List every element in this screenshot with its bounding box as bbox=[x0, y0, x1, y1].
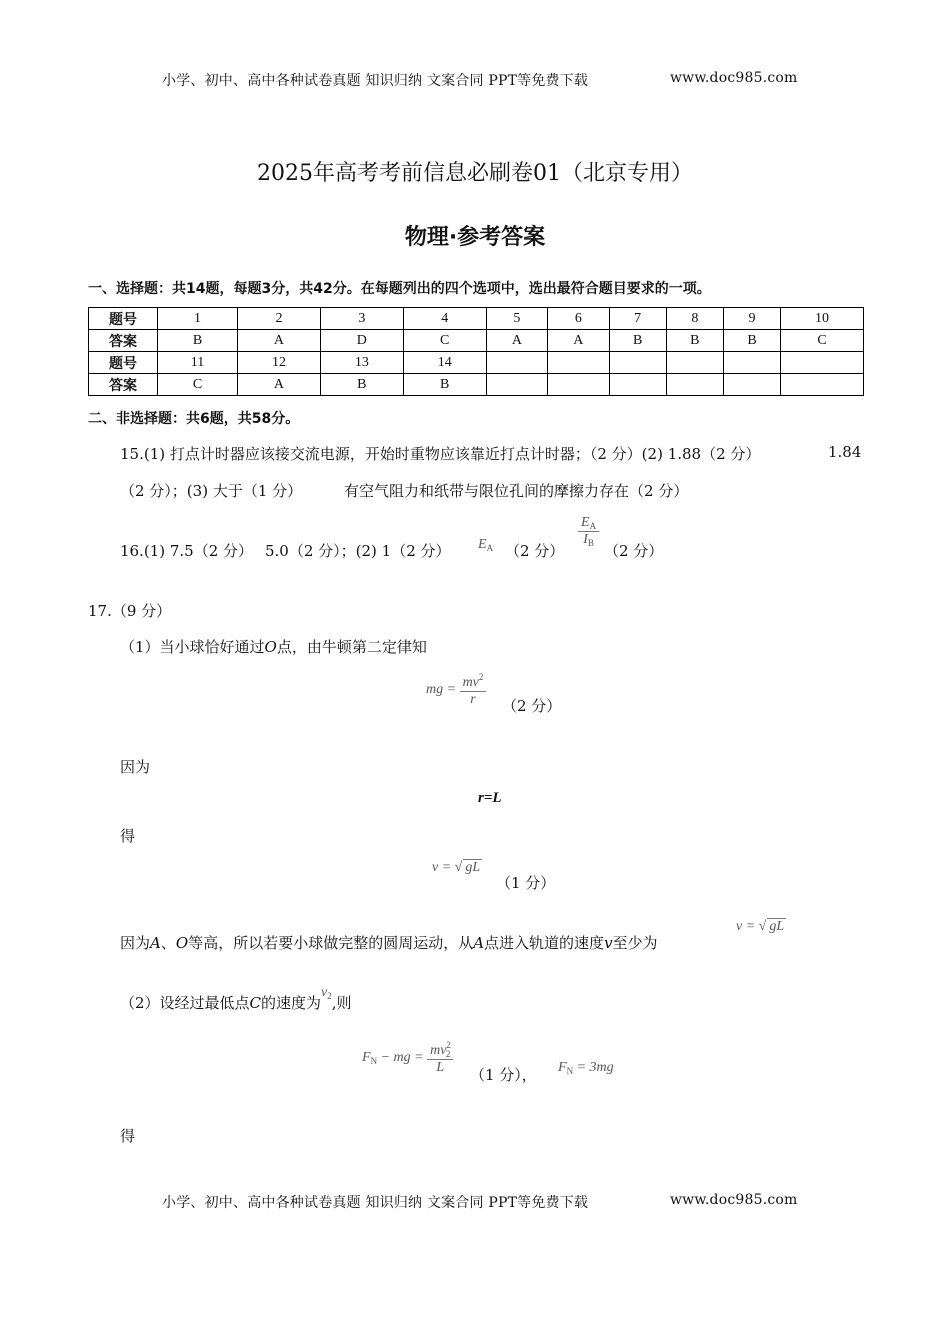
table-cell bbox=[486, 374, 547, 396]
table-cell: B bbox=[723, 330, 780, 352]
table-cell bbox=[781, 352, 864, 374]
q17-part1-text: （1）当小球恰好通过O点，由牛顿第二定律知 bbox=[120, 638, 427, 656]
table-cell: 5 bbox=[486, 308, 547, 330]
q16-part2: 5.0（2 分）；(2) 1（2 分） bbox=[265, 542, 451, 560]
q17-equation-1: mg = $\frac{mv^2}{r}$ bbox=[426, 672, 486, 708]
q17-inline-equation: v = √ gL bbox=[736, 919, 785, 934]
table-cell bbox=[781, 374, 864, 396]
q17-paragraph-because: 因为A、O等高，所以若要小球做完整的圆周运动，从A点进入轨道的速度v至少为 bbox=[120, 934, 658, 952]
q17-equation-3: $F_N$ − mg = $\frac{mv^2_2}{L}$ bbox=[362, 1040, 453, 1076]
table-row bbox=[89, 352, 864, 374]
table-cell: B bbox=[320, 374, 403, 396]
table-cell: 12 bbox=[238, 352, 321, 374]
document-subtitle: 物理·参考答案 bbox=[404, 225, 546, 250]
row-label: 题号 bbox=[89, 352, 158, 374]
page-footer-text: 小学、初中、高中各种试卷真题 知识归纳 文案合同 PPT等免费下载 bbox=[162, 1195, 589, 1211]
answer-table bbox=[88, 307, 864, 396]
row-label: 题号 bbox=[89, 308, 158, 330]
q16-score-a: （2 分） bbox=[505, 542, 565, 560]
q16-fraction: $\frac{E_A}{I_B}$ bbox=[578, 515, 599, 548]
section2-heading: 二、非选择题：共6题，共58分。 bbox=[88, 411, 300, 427]
table-cell: A bbox=[548, 330, 609, 352]
table-cell: A bbox=[486, 330, 547, 352]
table-cell: B bbox=[609, 330, 666, 352]
table-cell: A bbox=[238, 330, 321, 352]
table-cell: 13 bbox=[320, 352, 403, 374]
q16-score-b: （2 分） bbox=[604, 542, 664, 560]
q17-r-equals-l: r=L bbox=[478, 790, 502, 806]
page-header-site: www.doc985.com bbox=[670, 70, 798, 86]
table-cell: C bbox=[781, 330, 864, 352]
table-row bbox=[89, 308, 864, 330]
table-row bbox=[89, 330, 864, 352]
q17-equation-2: v = √ gL bbox=[432, 860, 481, 875]
row-label: 答案 bbox=[89, 374, 158, 396]
table-cell: 11 bbox=[158, 352, 238, 374]
q15-line2-tail: 有空气阻力和纸带与限位孔间的摩擦力存在（2 分） bbox=[344, 482, 689, 500]
table-cell bbox=[609, 374, 666, 396]
q17-equation-2-score: （1 分） bbox=[496, 874, 556, 892]
q17-because: 因为 bbox=[120, 758, 151, 776]
q16-ea-symbol: $E_A$ bbox=[478, 537, 494, 553]
table-cell bbox=[609, 352, 666, 374]
table-cell: 10 bbox=[781, 308, 864, 330]
table-cell bbox=[548, 352, 609, 374]
q17-equation-4: $F_N = 3mg$ bbox=[558, 1060, 614, 1076]
row-label: 答案 bbox=[89, 330, 158, 352]
table-cell bbox=[548, 374, 609, 396]
table-cell bbox=[666, 352, 723, 374]
q17-equation-3-score: （1 分）， bbox=[470, 1066, 537, 1084]
table-cell: 3 bbox=[320, 308, 403, 330]
q15-line1-tail: 1.84 bbox=[828, 443, 862, 461]
q15-line2: （2 分）；(3) 大于（1 分） bbox=[120, 482, 303, 500]
table-cell: 9 bbox=[723, 308, 780, 330]
table-cell: B bbox=[666, 330, 723, 352]
q17-therefore-2: 得 bbox=[120, 1127, 136, 1145]
table-cell bbox=[666, 374, 723, 396]
table-cell: A bbox=[238, 374, 321, 396]
table-cell bbox=[486, 352, 547, 374]
table-cell: D bbox=[320, 330, 403, 352]
table-cell: 2 bbox=[238, 308, 321, 330]
table-cell: B bbox=[403, 374, 486, 396]
q17-equation-1-score: （2 分） bbox=[502, 697, 562, 715]
table-cell: C bbox=[158, 374, 238, 396]
document-title: 2025年高考考前信息必刷卷01（北京专用） bbox=[257, 161, 693, 186]
table-cell: 4 bbox=[403, 308, 486, 330]
table-cell bbox=[723, 352, 780, 374]
q17-heading: 17.（9 分） bbox=[88, 602, 172, 620]
q17-therefore: 得 bbox=[120, 827, 136, 845]
table-row bbox=[89, 374, 864, 396]
table-cell bbox=[723, 374, 780, 396]
table-cell: 1 bbox=[158, 308, 238, 330]
table-cell: 6 bbox=[548, 308, 609, 330]
section1-heading: 一、选择题：共14题，每题3分，共42分。在每题列出的四个选项中，选出最符合题目要求的一项。 bbox=[88, 281, 711, 297]
page-footer-site: www.doc985.com bbox=[670, 1192, 798, 1208]
table-cell: C bbox=[403, 330, 486, 352]
page-header-text: 小学、初中、高中各种试卷真题 知识归纳 文案合同 PPT等免费下载 bbox=[162, 73, 589, 89]
q17-part2-text: （2）设经过最低点C的速度为$v_2$,则 bbox=[120, 985, 352, 1012]
q16-part1: 16.(1) 7.5（2 分） bbox=[120, 542, 254, 560]
table-cell: B bbox=[158, 330, 238, 352]
table-cell: 7 bbox=[609, 308, 666, 330]
q15-line1: 15.(1) 打点计时器应该接交流电源，开始时重物应该靠近打点计时器；（2 分）(2) 1.88（2 分） bbox=[120, 445, 761, 463]
table-cell: 8 bbox=[666, 308, 723, 330]
table-cell: 14 bbox=[403, 352, 486, 374]
